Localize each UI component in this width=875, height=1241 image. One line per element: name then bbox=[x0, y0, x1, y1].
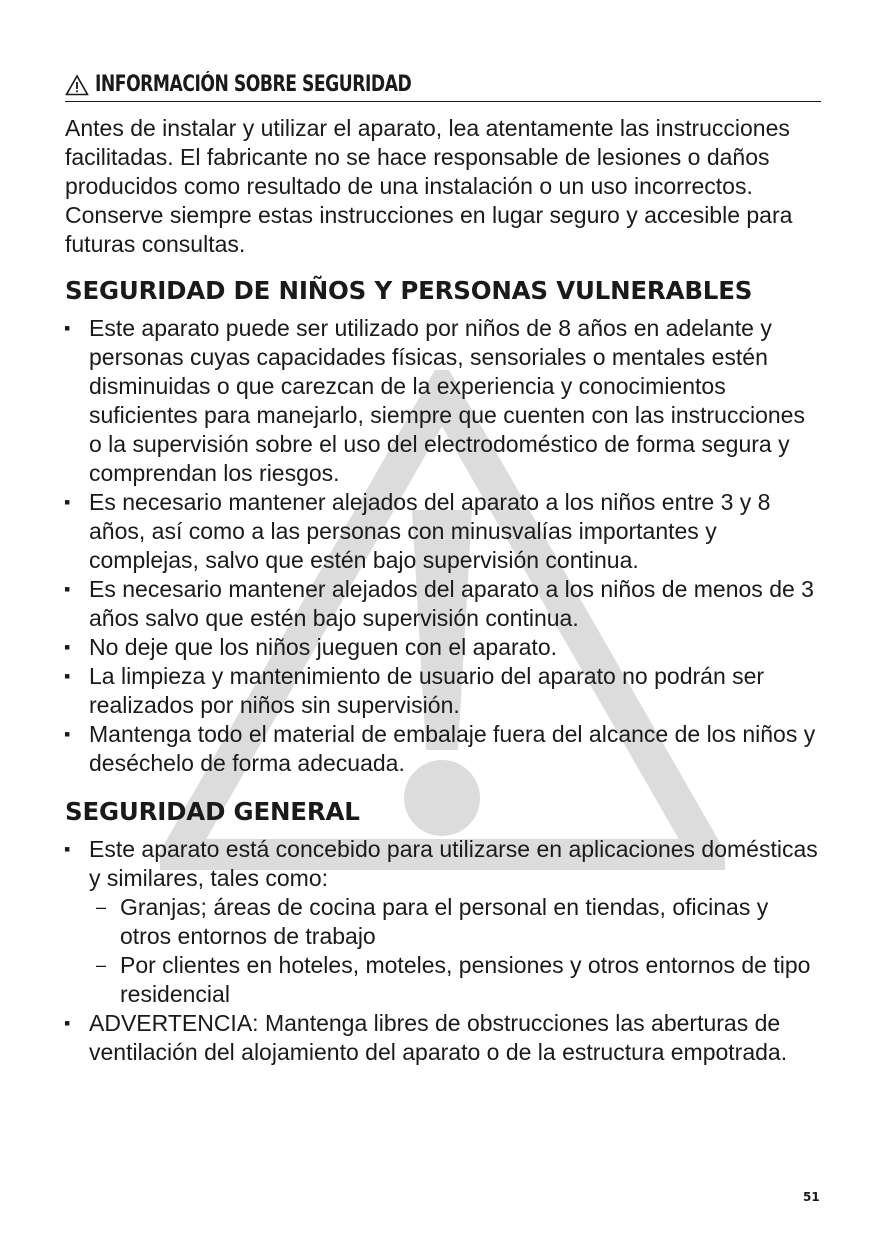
page-title: INFORMACIÓN SOBRE SEGURIDAD bbox=[95, 72, 412, 97]
sub-list-item: – Granjas; áreas de cocina para el personal en tiendas, oficinas y otros entornos de trabajo bbox=[96, 894, 769, 949]
sub-list bbox=[89, 893, 821, 1009]
page-number: 51 bbox=[803, 1190, 820, 1204]
sub-list-item: – Por clientes en hoteles, moteles, pensiones y otros entornos de tipo residencial bbox=[96, 952, 811, 1007]
list-item: ▪ Este aparato está concebido para utilizarse en aplicaciones domésticas y similares, tales como: – Granjas; áreas de cocina para el personal en tiendas, oficinas y otros entornos de trabajo – Por clientes en hoteles, moteles, pensiones y otros entornos de tipo residencial bbox=[65, 835, 821, 1009]
section-heading-children-safety: SEGURIDAD DE NIÑOS Y PERSONAS VULNERABLES bbox=[65, 276, 753, 305]
list-item: ▪ Es necesario mantener alejados del aparato a los niños entre 3 y 8 años, así como a las personas con minusvalías importantes y complejas, salvo que estén bajo supervisión continua. bbox=[64, 489, 771, 573]
general-safety-list bbox=[65, 835, 821, 1067]
section-heading-general-safety: SEGURIDAD GENERAL bbox=[65, 797, 360, 826]
intro-paragraph: Antes de instalar y utilizar el aparato, lea atentamente las instrucciones facilitadas. El fabricante no se hace responsable de lesiones o daños producidos como resultado de una instalación o un uso incorrectos. Conserve siempre estas instrucciones en lugar seguro y accesible para futuras consultas. bbox=[65, 115, 793, 257]
list-item: ▪ Mantenga todo el material de embalaje fuera del alcance de los niños y deséchelo de forma adecuada. bbox=[64, 721, 816, 776]
list-item: ▪ Este aparato puede ser utilizado por niños de 8 años en adelante y personas cuyas capacidades físicas, sensoriales o mentales estén disminuidas o que carezcan de la experiencia y conocimientos suficientes para manejarlo, siempre que cuenten con las instrucciones o la supervisión sobre el uso del electrodoméstico de forma segura y comprendan los riesgos. bbox=[64, 315, 805, 486]
list-item: ▪ No deje que los niños jueguen con el aparato. bbox=[64, 634, 558, 660]
children-safety-list bbox=[65, 314, 821, 778]
list-item: ▪ Es necesario mantener alejados del aparato a los niños de menos de 3 años salvo que estén bajo supervisión continua. bbox=[64, 576, 814, 631]
safety-info-header bbox=[65, 68, 821, 102]
warning-triangle-icon bbox=[65, 74, 89, 96]
list-item: ▪ ADVERTENCIA: Mantenga libres de obstrucciones las aberturas de ventilación del alojamiento del aparato o de la estructura empotrada. bbox=[64, 1010, 788, 1065]
list-item: ▪ La limpieza y mantenimiento de usuario del aparato no podrán ser realizados por niños sin supervisión. bbox=[64, 663, 765, 718]
